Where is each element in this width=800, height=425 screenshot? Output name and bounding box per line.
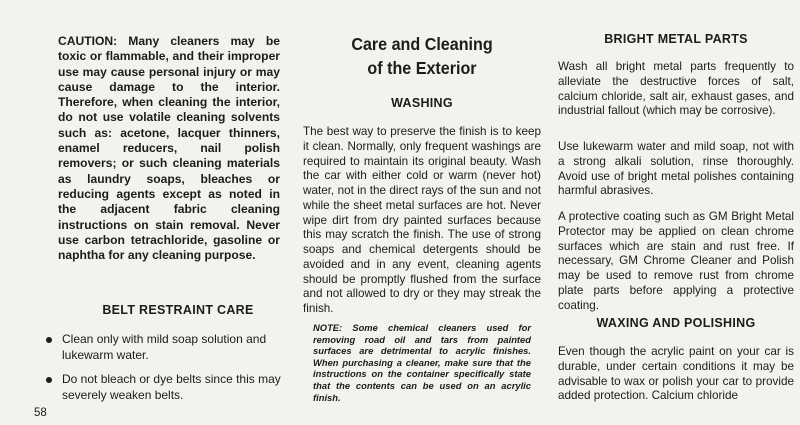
page-number: 58	[34, 407, 47, 419]
waxing-paragraph: Even though the acrylic paint on your car is durable, under certain conditions it may be advisable to wax or polish your car to provide added protection. Calcium chloride	[558, 345, 794, 403]
washing-paragraph: The best way to preserve the finish is to keep it clean. Normally, only frequent washings are required to maintain its original beauty. Wash the car with either cold or warm (never hot) water, not in the direct rays of the sun and not while the sheet metal surfaces are hot. Never wipe dirt from dry painted surfaces because this may scratch the finish. The use of strong soaps and chemical detergents should be avoided and in any event, cleaning agents should be promptly flushed from the surface and not allowed to dry or they may streak the finish.	[303, 125, 541, 315]
belt-bullet-text: Clean only with mild soap solution and lukewarm water.	[62, 332, 267, 362]
note-paragraph: NOTE: Some chemical cleaners used for removing road oil and tars from painted surfaces are detrimental to acrylic finishes. When purchasing a cleaner, make sure that the instructions on the container specifically state that the contents can be used on an acrylic finish.	[313, 322, 531, 403]
bright-metal-paragraph-2: Use lukewarm water and mild soap, not with a strong alkali solution, rinse thoroughly. Avoid use of bright metal polishes containing harmful abrasives.	[558, 140, 794, 198]
title-line-2: of the Exterior	[367, 58, 477, 78]
bright-metal-paragraph-3: A protective coating such as GM Bright Metal Protector may be applied on clean chrome surfaces which are stain and rust free. If necessary, GM Chrome Cleaner and Polish may be used to remove rust from chrome plate parts before applying a protective coating.	[558, 210, 794, 312]
bright-metal-paragraph-1: Wash all bright metal parts frequently to alleviate the destructive forces of salt, calcium chloride, salt air, exhaust gases, and industrial fallout (which may be corrosive).	[558, 60, 794, 118]
belt-bullet-text: Do not bleach or dye belts since this may severely weaken belts.	[62, 372, 281, 402]
list-item	[46, 372, 282, 403]
title-line-1: Care and Cleaning	[351, 34, 493, 54]
bright-metal-heading: BRIGHT METAL PARTS	[604, 32, 748, 46]
waxing-heading: WAXING AND POLISHING	[596, 316, 756, 330]
bullet-icon	[46, 377, 52, 383]
washing-heading: WASHING	[391, 96, 453, 110]
belt-restraint-heading: BELT RESTRAINT CARE	[102, 303, 254, 317]
page-title	[313, 32, 532, 80]
caution-paragraph: CAUTION: Many cleaners may be toxic or flammable, and their improper use may cause personal injury or may cause damage to the interior. Therefore, when cleaning the interior, do not use volatile cleaning solvents such as: acetone, lacquer thinners, enamel reducers, nail polish removers; or such cleaning materials as laundry soaps, bleaches or reducing agents except as noted in the adjacent fabric cleaning instructions on stain removal. Never use carbon tetrachloride, gasoline or naphtha for any cleaning purpose.	[58, 34, 280, 263]
list-item	[46, 332, 282, 363]
belt-care-list	[46, 332, 282, 412]
bullet-icon	[46, 337, 52, 343]
